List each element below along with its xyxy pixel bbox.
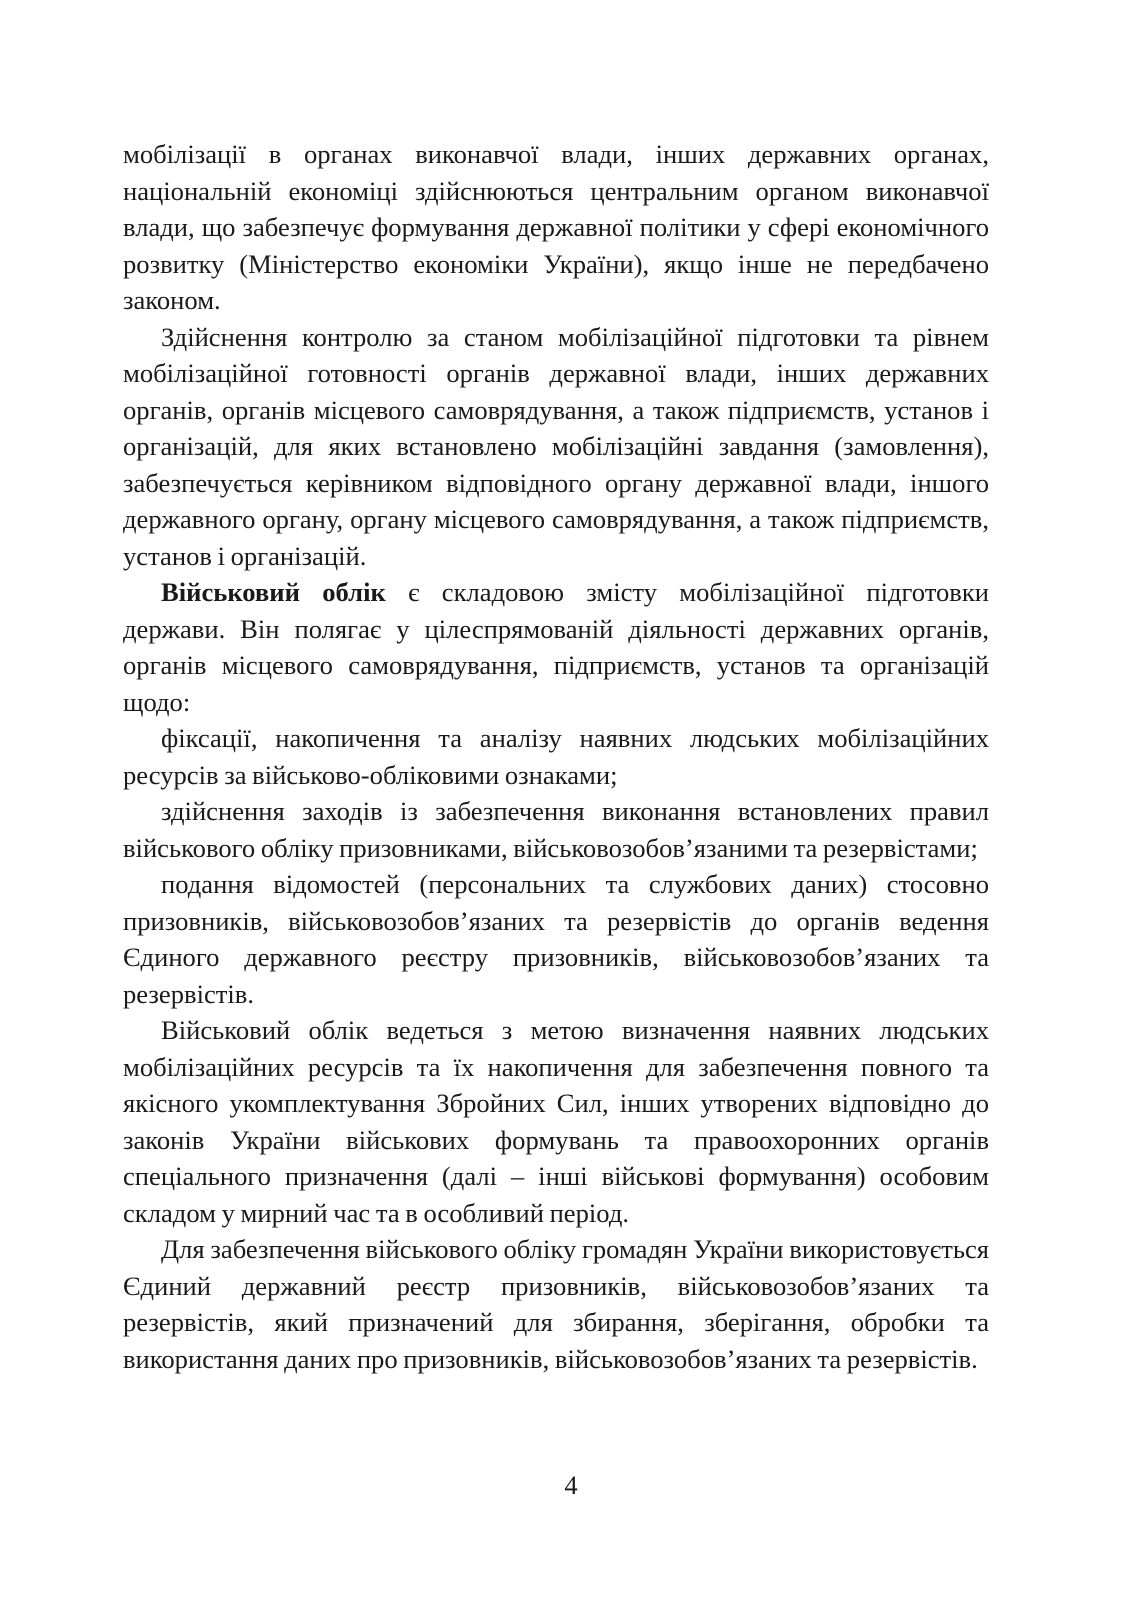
paragraph-text: мобілізації в органах виконавчої влади, інших державних органах, національній економіці здійснюються центральним органом виконавчої влади, що забезпечує формування державної політики у сфері економічного розвитку (Міністерство економіки України), якщо інше не передбачено законом. <box>123 139 989 315</box>
paragraph-6 <box>123 866 989 1012</box>
paragraph-text: фіксації, накопичення та аналізу наявних людських мобілізаційних ресурсів за військово-обліковими ознаками; <box>123 723 989 790</box>
paragraph-4 <box>123 720 989 793</box>
paragraph-7 <box>123 1012 989 1231</box>
paragraph-3 <box>123 574 989 720</box>
paragraph-2 <box>123 319 989 575</box>
paragraph-text: є складовою змісту мобілізаційної підготовки держави. Він полягає у цілеспрямованій діяльності державних органів, органів місцевого самоврядування, підприємств, установ та організацій щодо: <box>123 577 989 717</box>
paragraph-5 <box>123 793 989 866</box>
paragraph-text: здійснення заходів із забезпечення виконання встановлених правил військового обліку призовниками, військовозобов’язаними та резервістами; <box>123 796 989 863</box>
paragraph-1 <box>123 136 989 319</box>
paragraph-text: Здійснення контролю за станом мобілізаційної підготовки та рівнем мобілізаційної готовності органів державної влади, інших державних органів, органів місцевого самоврядування, а також підприємств, установ і організацій, для яких встановлено мобілізаційні завдання (замовлення), забезпечується керівником відповідного органу державної влади, іншого державного органу, органу місцевого самоврядування, а також підприємств, установ і організацій. <box>123 321 989 571</box>
bold-term: Військовий облік <box>161 577 386 607</box>
paragraph-text: Для забезпечення військового обліку громадян України використовується Єдиний державний реєстр призовників, військовозобов’язаних та резервістів, який призначений для збирання, зберігання, обробки та використання даних про призовників, військовозобов’язаних та резервістів. <box>123 1234 989 1374</box>
body-text <box>123 136 989 1377</box>
page-number: 4 <box>564 1470 578 1500</box>
paragraph-8 <box>123 1231 989 1377</box>
paragraph-text: подання відомостей (персональних та службових даних) стосовно призовників, військовозобов’язаних та резервістів до органів ведення Єдиного державного реєстру призовників, військовозобов’язаних та резервістів. <box>123 869 989 1009</box>
paragraph-text: Військовий облік ведеться з метою визначення наявних людських мобілізаційних ресурсів та їх накопичення для забезпечення повного та якісного укомплектування Збройних Сил, інших утворених відповідно до законів України військових формувань та правоохоронних органів спеціального призначення (далі – інші військові формування) особовим складом у мирний час та в особливий період. <box>123 1015 989 1228</box>
